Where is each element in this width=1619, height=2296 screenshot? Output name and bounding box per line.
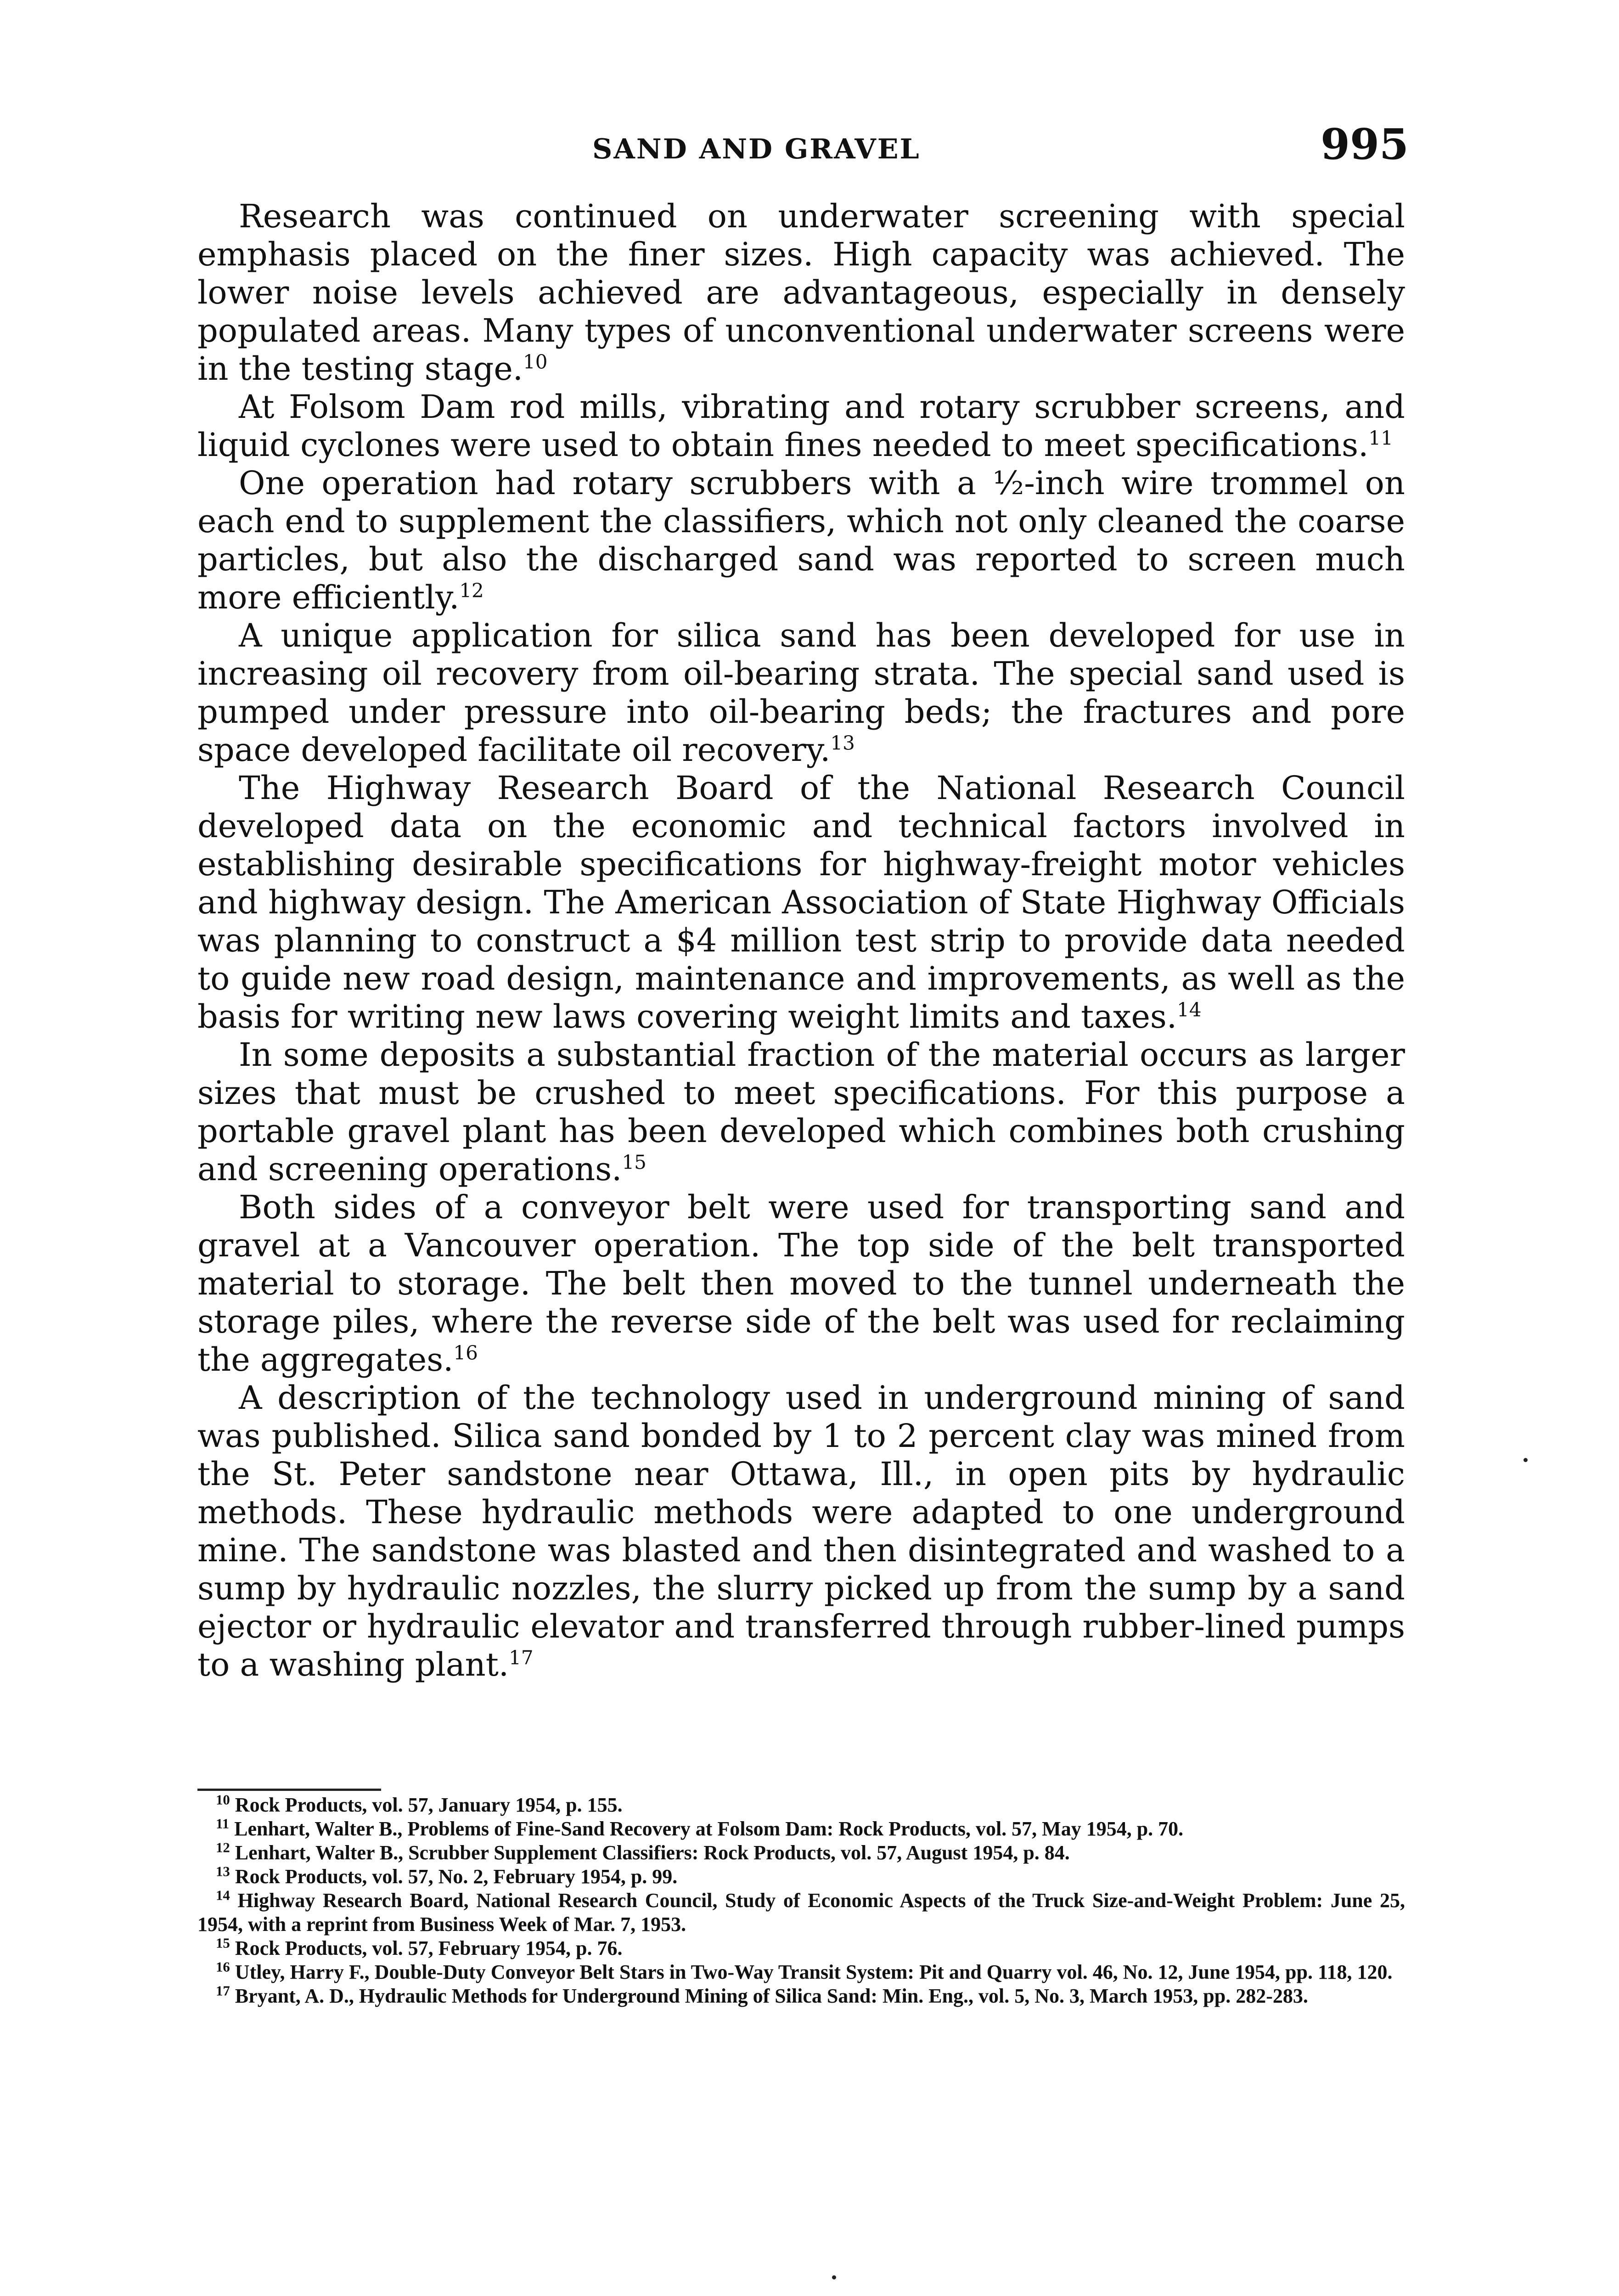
footnote (197, 1889, 1405, 1936)
paragraph-text: The Highway Research Board of the National Research Council developed data on the economic and technical factors involved in establishing desirable specifications for highway-freight motor vehicles and highway design. The American Association of State Highway Officials was planning to construct a $4 million test strip to provide data needed to guide new road design, maintenance and improvements, as well as the basis for writing new laws covering weight limits and taxes. (197, 769, 1405, 1035)
footnote-text: Highway Research Board, National Research Council, Study of Economic Aspects of the Truck Size-and-Weight Problem: June 25, 1954, with a reprint from Business Week of Mar. 7, 1953. (197, 1889, 1405, 1936)
footnote-ref: 16 (453, 1341, 478, 1364)
paragraph-text: At Folsom Dam rod mills, vibrating and rotary scrubber screens, and liquid cyclones were used to obtain fines needed to meet specifications. (197, 388, 1405, 464)
scan-speck (832, 2275, 836, 2279)
paragraph-rotary-scrubbers (197, 464, 1405, 617)
footnote-ref: 17 (509, 1646, 534, 1669)
footnote-number: 10 (216, 1792, 230, 1808)
footnote (197, 1960, 1405, 1984)
footnote-ref: 14 (1177, 998, 1202, 1021)
paragraph-text: A description of the technology used in underground mining of sand was published. Silica sand bonded by 1 to 2 percent clay was mined from the St. Peter sandstone near Ottawa, Ill., in open pits by hydraulic methods. These hydraulic methods were adapted to one underground mine. The sandstone was blasted and then disintegrated and washed to a sump by hydraulic nozzles, the slurry picked up from the sump by a sand ejector or hydraulic elevator and transferred through rubber-lined pumps to a washing plant. (197, 1379, 1405, 1683)
footnote (197, 1793, 1405, 1817)
footnote-divider (197, 1789, 381, 1791)
paragraph-text: In some deposits a substantial fraction of the material occurs as larger sizes that must be crushed to meet specifications. For this purpose a portable gravel plant has been developed which combines both crushing and screening operations. (197, 1036, 1405, 1188)
footnote-number: 15 (216, 1935, 230, 1951)
body-text (197, 197, 1405, 1684)
paragraph-underground-mining (197, 1379, 1405, 1684)
paragraph-silica-oil-recovery (197, 617, 1405, 769)
footnote-number: 16 (216, 1959, 230, 1975)
scan-speck (1523, 1458, 1528, 1462)
footnote-text: Rock Products, vol. 57, January 1954, p. 155. (235, 1794, 623, 1816)
paragraph-text: One operation had rotary scrubbers with a ½-inch wire trommel on each end to supplement the classifiers, which not only cleaned the coarse particles, but also the discharged sand was reported to screen much more efficiently. (197, 464, 1405, 616)
page-number: 995 (1320, 119, 1409, 169)
footnote-ref: 11 (1368, 427, 1393, 450)
footnote-text: Rock Products, vol. 57, No. 2, February 1954, p. 99. (235, 1865, 678, 1888)
footnote-text: Utley, Harry F., Double-Duty Conveyor Belt Stars in Two-Way Transit System: Pit and Quarry vol. 46, No. 12, June 1954, pp. 118, 120. (235, 1961, 1393, 1983)
footnote-ref: 12 (459, 579, 484, 602)
footnote-number: 13 (216, 1863, 230, 1880)
paragraph-text: Both sides of a conveyor belt were used for transporting sand and gravel at a Vancouver operation. The top side of the belt transported material to storage. The belt then moved to the tunnel underneath the storage piles, where the reverse side of the belt was used for reclaiming the aggregates. (197, 1188, 1405, 1379)
footnote-number: 11 (216, 1816, 230, 1832)
footnote (197, 1841, 1405, 1865)
footnote-ref: 15 (622, 1151, 646, 1174)
footnote (197, 1984, 1405, 2008)
paragraph-highway-research (197, 769, 1405, 1036)
paragraph-conveyor-belt (197, 1188, 1405, 1379)
paragraph-portable-gravel-plant (197, 1036, 1405, 1188)
footnote-ref: 13 (830, 732, 855, 754)
footnote-number: 17 (216, 1983, 230, 1999)
footnote (197, 1865, 1405, 1889)
paragraph-text: Research was continued on underwater screening with special emphasis placed on the finer sizes. High capacity was achieved. The lower noise levels achieved are advantageous, especially in densely populated areas. Many types of unconventional underwater screens were in the testing stage. (197, 197, 1405, 388)
footnotes (197, 1793, 1405, 2008)
footnote-text: Bryant, A. D., Hydraulic Methods for Underground Mining of Silica Sand: Min. Eng., vol. 5, No. 3, March 1953, pp. 282-283. (235, 1985, 1308, 2007)
footnote-text: Rock Products, vol. 57, February 1954, p. 76. (235, 1937, 623, 1959)
paragraph-folsom-dam (197, 388, 1405, 464)
paragraph-underwater-screening (197, 197, 1405, 388)
footnote-number: 14 (216, 1887, 230, 1903)
running-title: SAND AND GRAVEL (592, 133, 921, 165)
footnote-text: Lenhart, Walter B., Scrubber Supplement Classifiers: Rock Products, vol. 57, August 1954, p. 84. (235, 1841, 1070, 1864)
footnote (197, 1936, 1405, 1960)
footnote-text: Lenhart, Walter B., Problems of Fine-Sand Recovery at Folsom Dam: Rock Products, vol. 57, May 1954, p. 70. (234, 1818, 1184, 1840)
footnote-number: 12 (216, 1840, 230, 1856)
paragraph-text: A unique application for silica sand has been developed for use in increasing oil recovery from oil-bearing strata. The special sand used is pumped under pressure into oil-bearing beds; the fractures and pore space developed facilitate oil recovery. (197, 617, 1405, 769)
footnote-ref: 10 (523, 350, 548, 373)
footnote (197, 1817, 1405, 1841)
